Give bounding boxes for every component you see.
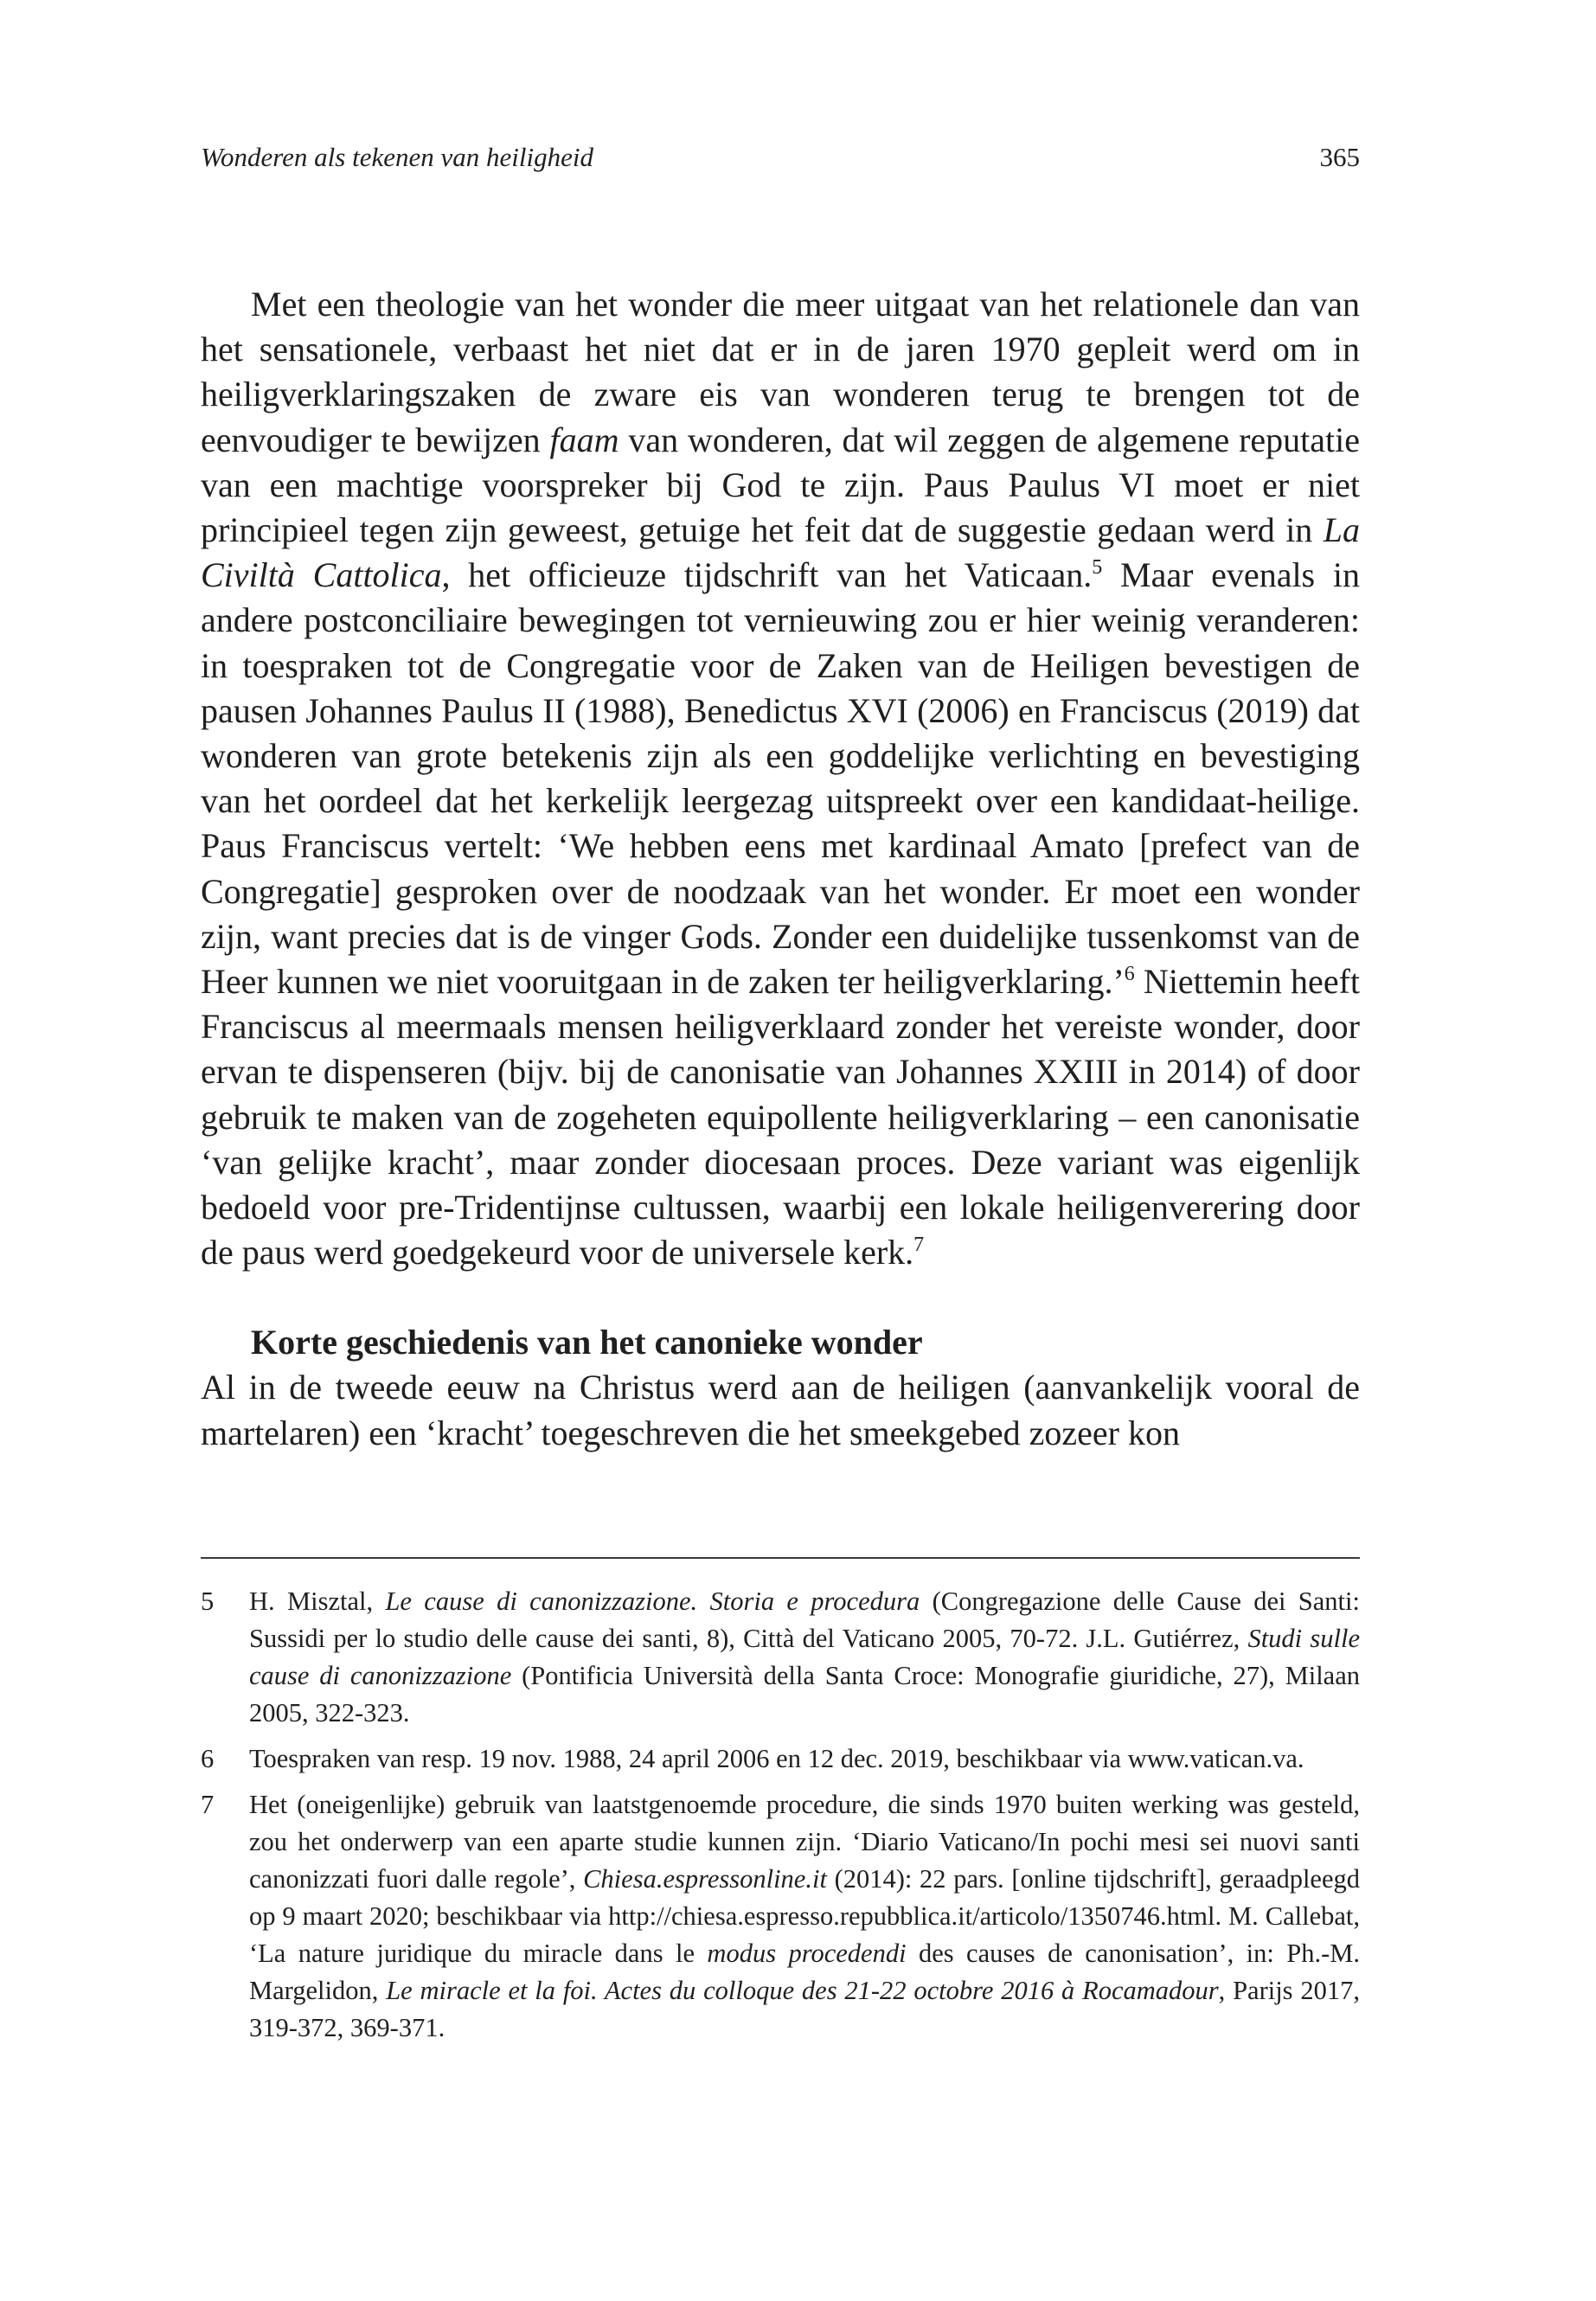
website-title: Chiesa.espressonline.it (583, 1864, 827, 1894)
footnote-divider (201, 1557, 1360, 1559)
footnotes (201, 1583, 1360, 2055)
footnote-7 (201, 1786, 1360, 2047)
text-run: des causes de canonisation’, in: Ph.-M. Margelidon, (249, 1939, 1360, 2005)
text-run: van wonderen, dat wil zeggen de algemene reputatie van een machtige voorspreker bij God te zijn. Paus Paulus VI moet er niet principieel tegen zijn geweest, getuige het feit dat de suggestie gedaan werd in (201, 420, 1360, 550)
italic-term: faam (549, 420, 619, 459)
book-title: Le cause di canonizzazione. Storia e procedura (385, 1586, 920, 1616)
text-run: (Pontificia Università della Santa Croce: Monografie giuridiche, 27), Milaan 2005, 322-323. (249, 1661, 1360, 1727)
footnote-ref-5[interactable]: 5 (1092, 556, 1103, 580)
text-run: (2014): 22 pars. [online tijdschrift], geraadpleegd op 9 maart 2020; beschikbaar via http://chiesa.espresso.repubblica.it/articolo/1350746.html. M. Callebat, ‘La nature juridique du miracle dans le (249, 1864, 1361, 1968)
latin-term: modus procedendi (707, 1939, 907, 1968)
footnote-text: Toespraken van resp. 19 nov. 1988, 24 april 2006 en 12 dec. 2019, beschikbaar via www.​vatican.va. (249, 1744, 1304, 1773)
page-number: 365 (1319, 142, 1360, 172)
footnote-number: 6 (201, 1744, 215, 1773)
footnote-ref-7[interactable]: 7 (913, 1234, 925, 1257)
text-run: Het (oneigenlijke) gebruik van laatstgenoemde procedure, die sinds 1970 buiten werking was gesteld, zou het onderwerp van een aparte studie kunnen zijn. ‘Diario Vaticano/In pochi mesi sei nuovi santi canonizzati fuori dalle regole’, (249, 1790, 1360, 1894)
footnote-6 (201, 1740, 1360, 1778)
main-text (201, 282, 1360, 1456)
journal-title: La Civiltà Cattolica (201, 510, 1360, 595)
text-run: , Parijs 2017, 319-372, 369-371. (249, 1976, 1360, 2042)
section-heading: Korte geschiedenis van het canonieke wonder (251, 1323, 923, 1362)
paragraph (201, 282, 1360, 1275)
book-title: Studi sulle cause di canonizzazione (249, 1624, 1360, 1690)
footnote-ref-6[interactable]: 6 (1124, 963, 1135, 986)
text-run: Maar evenals in andere postconciliaire bewegingen tot vernieuwing zou er hier weinig veranderen: in toespraken tot de Congregatie voor de Zaken van de Heiligen bevestigen de pausen Johannes Paulus II (1988), Benedictus XVI (2006) en Franciscus (2019) dat wonderen van grote betekenis zijn als een goddelijke verlichting en bevestiging van het oordeel dat het kerkelijk leergezag uitspreekt over een kandidaat-heilige. Paus Franciscus vertelt: ‘We hebben eens met kardinaal Amato [prefect van de Congregatie] gesproken over de noodzaak van het wonder. Er moet een wonder zijn, want precies dat is de vinger Gods. Zonder een duidelijke tussenkomst van de Heer kunnen we niet vooruitgaan in de zaken ter heiligverklaring.’ (201, 555, 1360, 1002)
book-title: Le miracle et la foi. Actes du colloque des 21-22 octobre 2016 à Rocamadour (386, 1976, 1219, 2005)
text-run: , het officieuze tijdschrift van het Vaticaan. (441, 555, 1093, 595)
footnote-text (249, 1786, 1360, 2047)
footnote-number: 7 (201, 1790, 215, 1819)
footnote-text (249, 1583, 1360, 1732)
running-title: Wonderen als tekenen van heiligheid (201, 142, 593, 172)
footnote-number: 5 (201, 1586, 215, 1616)
paragraph: Al in de tweede eeuw na Christus werd aan de heiligen (aanvankelijk vooral de martelaren) een ‘kracht’ toegeschreven die het smeekgebed zozeer kon (201, 1368, 1360, 1452)
text-run: (Congregazione delle Cause dei Santi: Sussidi per lo studio delle cause dei santi, 8), Città del Vaticano 2005, 70-72. J.L. Gutiérrez, (249, 1586, 1360, 1653)
text-run: Met een theologie van het wonder die meer uitgaat van het relationele dan van het sensationele, verbaast het niet dat er in de jaren 1970 gepleit werd om in heiligverklaringszaken de zware eis van wonderen terug te brengen tot de eenvoudiger te bewijzen (201, 285, 1360, 459)
text-run: H. Misztal, (249, 1586, 386, 1616)
running-header (201, 138, 1360, 176)
footnote-5 (201, 1583, 1360, 1732)
text-run: Niettemin heeft Franciscus al meermaals mensen heiligverklaard zonder het vereiste wonder, door ervan te dispenseren (bijv. bij de canonisatie van Johannes XXIII in 2014) of door gebruik te maken van de zogeheten equipollente heiligverklaring – een canonisatie ‘van gelijke kracht’, maar zonder diocesaan proces. Deze variant was eigenlijk bedoeld voor pre-Tridentijnse cultussen, waarbij een lokale heiligenverering door de paus werd goedgekeurd voor de universele kerk. (201, 962, 1361, 1272)
